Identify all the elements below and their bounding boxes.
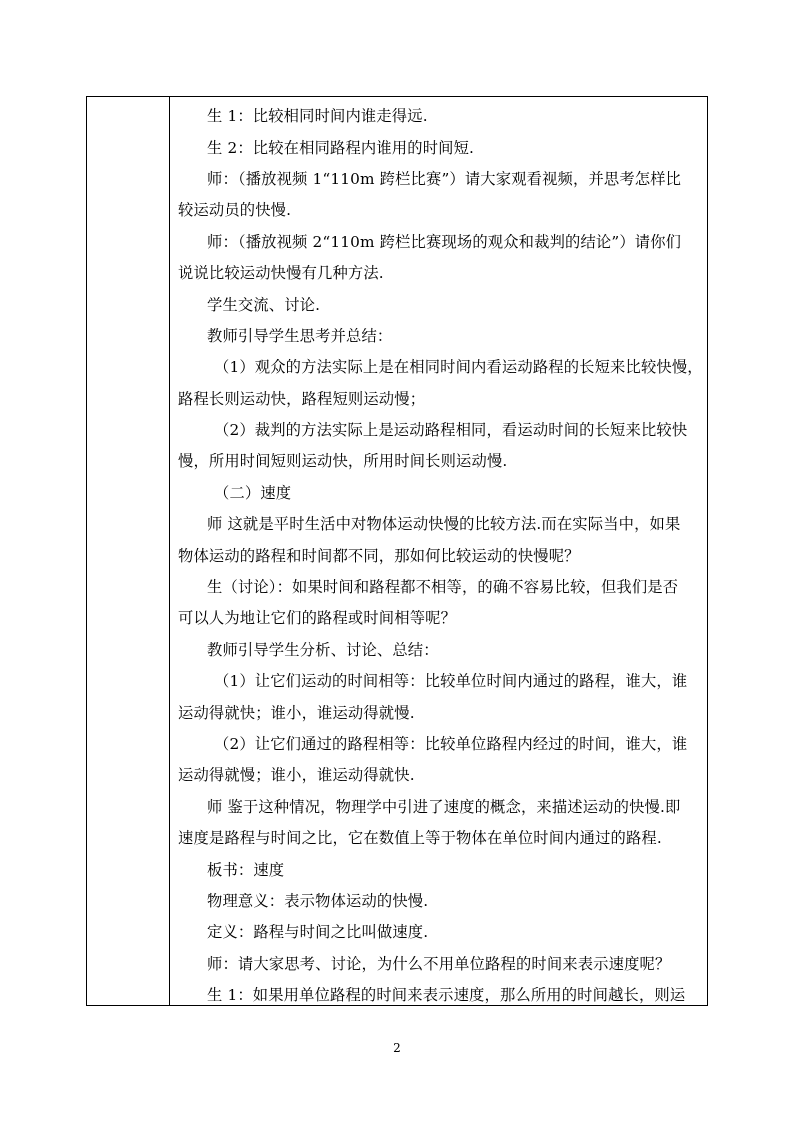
lesson-table (86, 96, 708, 1006)
text-line: 物体运动的路程和时间都不同，那如何比较运动的快慢呢？ (178, 547, 580, 565)
text-line: 生（讨论）：如果时间和路程都不相等，的确不容易比较，但我们是否 (207, 578, 679, 596)
page-number: 2 (393, 1041, 401, 1055)
text-line: 师：请大家思考、讨论，为什么不用单位路程的时间来表示速度呢？ (207, 955, 671, 973)
text-line: 物理意义：表示物体运动的快慢. (207, 892, 429, 910)
text-line: 生 2：比较在相同路程内谁用的时间短. (207, 139, 475, 157)
text-line: 生 1：比较相同时间内谁走得远. (207, 107, 428, 125)
text-line: （2）裁判的方法实际上是运动路程相同，看运动时间的长短来比较快 (214, 421, 688, 439)
text-line: （1）让它们运动的时间相等：比较单位时间内通过的路程，谁大，谁 (214, 672, 688, 690)
text-line: 学生交流、讨论. (207, 296, 321, 314)
text-line: 慢，所用时间短则运动快，所用时间长则运动慢. (178, 452, 508, 470)
table-content-cell (170, 97, 707, 1005)
text-line: 教师引导学生思考并总结： (207, 327, 393, 345)
text-line: 可以人为地让它们的路程或时间相等呢？ (178, 609, 457, 627)
text-line: 运动得就慢；谁小，谁运动得就快. (178, 766, 415, 784)
text-line: 定义：路程与时间之比叫做速度. (207, 923, 429, 941)
text-line: （2）让它们通过的路程相等：比较单位路程内经过的时间，谁大，谁 (214, 735, 688, 753)
text-line: 较运动员的快慢. (178, 201, 292, 219)
text-line: 师：（播放视频 2“110m 跨栏比赛现场的观众和裁判的结论”）请你们 (207, 233, 682, 251)
text-line: 生 1：如果用单位路程的时间来表示速度，那么所用的时间越长，则运 (207, 986, 686, 1004)
text-line: 速度是路程与时间之比，它在数值上等于物体在单位时间内通过的路程. (178, 829, 662, 847)
text-line: 师：（播放视频 1“110m 跨栏比赛”）请大家观看视频，并思考怎样比 (207, 170, 682, 188)
text-line: 说说比较运动快慢有几种方法. (178, 264, 384, 282)
text-line: 师 这就是平时生活中对物体运动快慢的比较方法.而在实际当中，如果 (207, 515, 681, 533)
text-line: 师 鉴于这种情况，物理学中引进了速度的概念，来描述运动的快慢.即 (207, 798, 681, 816)
text-line: 路程长则运动快，路程短则运动慢； (178, 390, 426, 408)
text-line: 板书：速度 (207, 861, 285, 879)
text-line: 运动得就快；谁小，谁运动得就慢. (178, 704, 415, 722)
section-heading: （二）速度 (214, 484, 292, 502)
table-left-cell (87, 97, 170, 1005)
text-line: （1）观众的方法实际上是在相同时间内看运动路程的长短来比较快慢， (214, 358, 703, 376)
text-line: 教师引导学生分析、讨论、总结： (207, 641, 439, 659)
